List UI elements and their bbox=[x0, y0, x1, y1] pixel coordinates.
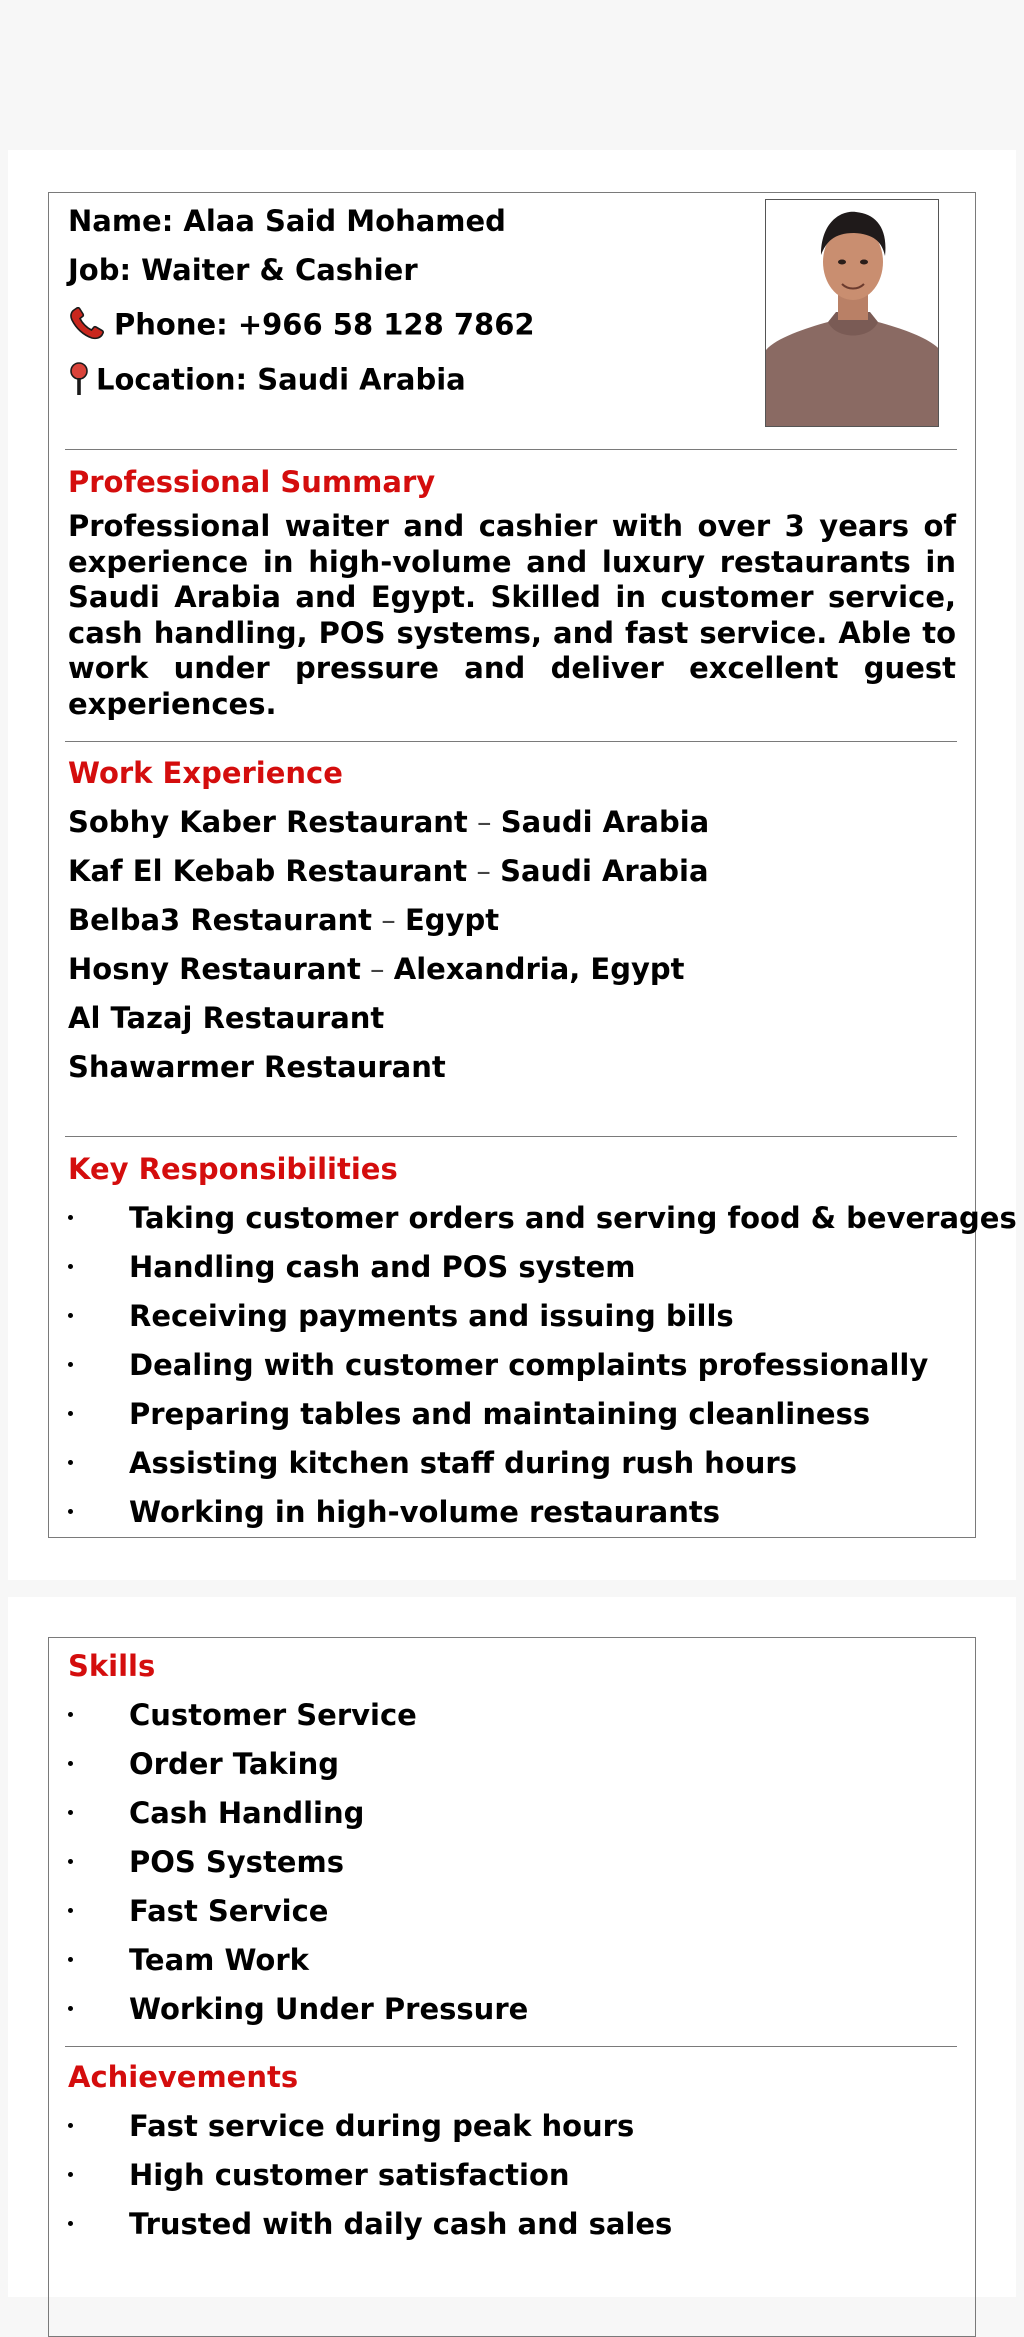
bullet-icon bbox=[68, 1957, 73, 1962]
resume-page-1 bbox=[8, 150, 1016, 1580]
work-experience-title: Work Experience bbox=[68, 756, 343, 790]
name-line: Name: Alaa Said Mohamed bbox=[68, 204, 506, 238]
work-item: Belba3 Restaurant – Egypt bbox=[68, 903, 500, 937]
divider bbox=[65, 1136, 957, 1137]
bullet-icon bbox=[68, 1859, 73, 1864]
bullet-icon bbox=[68, 1264, 73, 1269]
bullet-icon bbox=[68, 2006, 73, 2011]
bullet-icon bbox=[68, 2221, 73, 2226]
resume-frame: Skills Customer Service Order Taking Cash Handling POS Systems Fast Service Team Work Working Under Pressure Achievements Fast service during peak hours High customer satisfaction Trusted with daily cash and sales bbox=[48, 1637, 976, 2337]
resume-frame: Name: Alaa Said Mohamed Job: Waiter & Cashier Phone: +966 58 128 7862 Location: Saudi Arabia Professional Summary Professional waiter and cashier with over 3 years of experience in high-volume and luxury restaurants in Saudi Arabia and Egypt. Skilled in customer service, cash handling, POS systems, and fast service. Able to work under pressure and deliver excellent guest experiences. Work Experience Sobhy Kaber Restaurant – Saudi Arabia Kaf El Kebab Restaurant – Saudi Arabia Belba3 Restaurant – Egypt Hosny Restaurant – Alexandria, Egypt Al Tazaj Restaurant Shawarmer Restaurant Key Responsibilities Taking customer orders and serving food & beverages Handling cash and POS system Receiving payments and issuing bills Dealing with customer complaints professionally Preparing tables and maintaining cleanliness Assisting kitchen staff during rush hours Working in high-volume restaurants bbox=[48, 192, 976, 1538]
job-line: Job: Waiter & Cashier bbox=[68, 253, 418, 287]
location-line bbox=[68, 361, 466, 402]
work-item: Kaf El Kebab Restaurant – Saudi Arabia bbox=[68, 854, 709, 888]
summary-text: Professional waiter and cashier with over 3 years of experience in high-volume and luxury restaurants in Saudi Arabia and Egypt. Skilled in customer service, cash handling, POS systems, and fast service. Able to work under pressure and deliver excellent guest experiences. bbox=[68, 509, 956, 721]
skills-title: Skills bbox=[68, 1649, 156, 1683]
bullet-icon bbox=[68, 1509, 73, 1514]
bullet-icon bbox=[68, 2123, 73, 2128]
bullet-icon bbox=[68, 1411, 73, 1416]
profile-photo bbox=[765, 199, 939, 427]
bullet-icon bbox=[68, 1460, 73, 1465]
work-item: Shawarmer Restaurant bbox=[68, 1050, 446, 1084]
bullet-icon bbox=[68, 2172, 73, 2177]
location-text: Location: Saudi Arabia bbox=[96, 362, 466, 397]
bullet-icon bbox=[68, 1313, 73, 1318]
divider bbox=[65, 2046, 957, 2047]
phone-icon bbox=[68, 307, 106, 346]
bullet-icon bbox=[68, 1215, 73, 1220]
summary-title: Professional Summary bbox=[68, 465, 436, 499]
bullet-icon bbox=[68, 1362, 73, 1367]
responsibilities-title: Key Responsibilities bbox=[68, 1152, 398, 1186]
work-item: Sobhy Kaber Restaurant – Saudi Arabia bbox=[68, 805, 710, 839]
location-pin-icon bbox=[68, 361, 90, 402]
phone-text: Phone: +966 58 128 7862 bbox=[114, 307, 535, 342]
bullet-icon bbox=[68, 1908, 73, 1913]
phone-line bbox=[68, 307, 535, 346]
bullet-icon bbox=[68, 1712, 73, 1717]
work-item: Hosny Restaurant – Alexandria, Egypt bbox=[68, 952, 685, 986]
achievements-title: Achievements bbox=[68, 2060, 299, 2094]
divider bbox=[65, 449, 957, 450]
bullet-icon bbox=[68, 1761, 73, 1766]
bullet-icon bbox=[68, 1810, 73, 1815]
resume-page-2 bbox=[8, 1597, 1016, 2297]
work-item: Al Tazaj Restaurant bbox=[68, 1001, 385, 1035]
divider bbox=[65, 741, 957, 742]
